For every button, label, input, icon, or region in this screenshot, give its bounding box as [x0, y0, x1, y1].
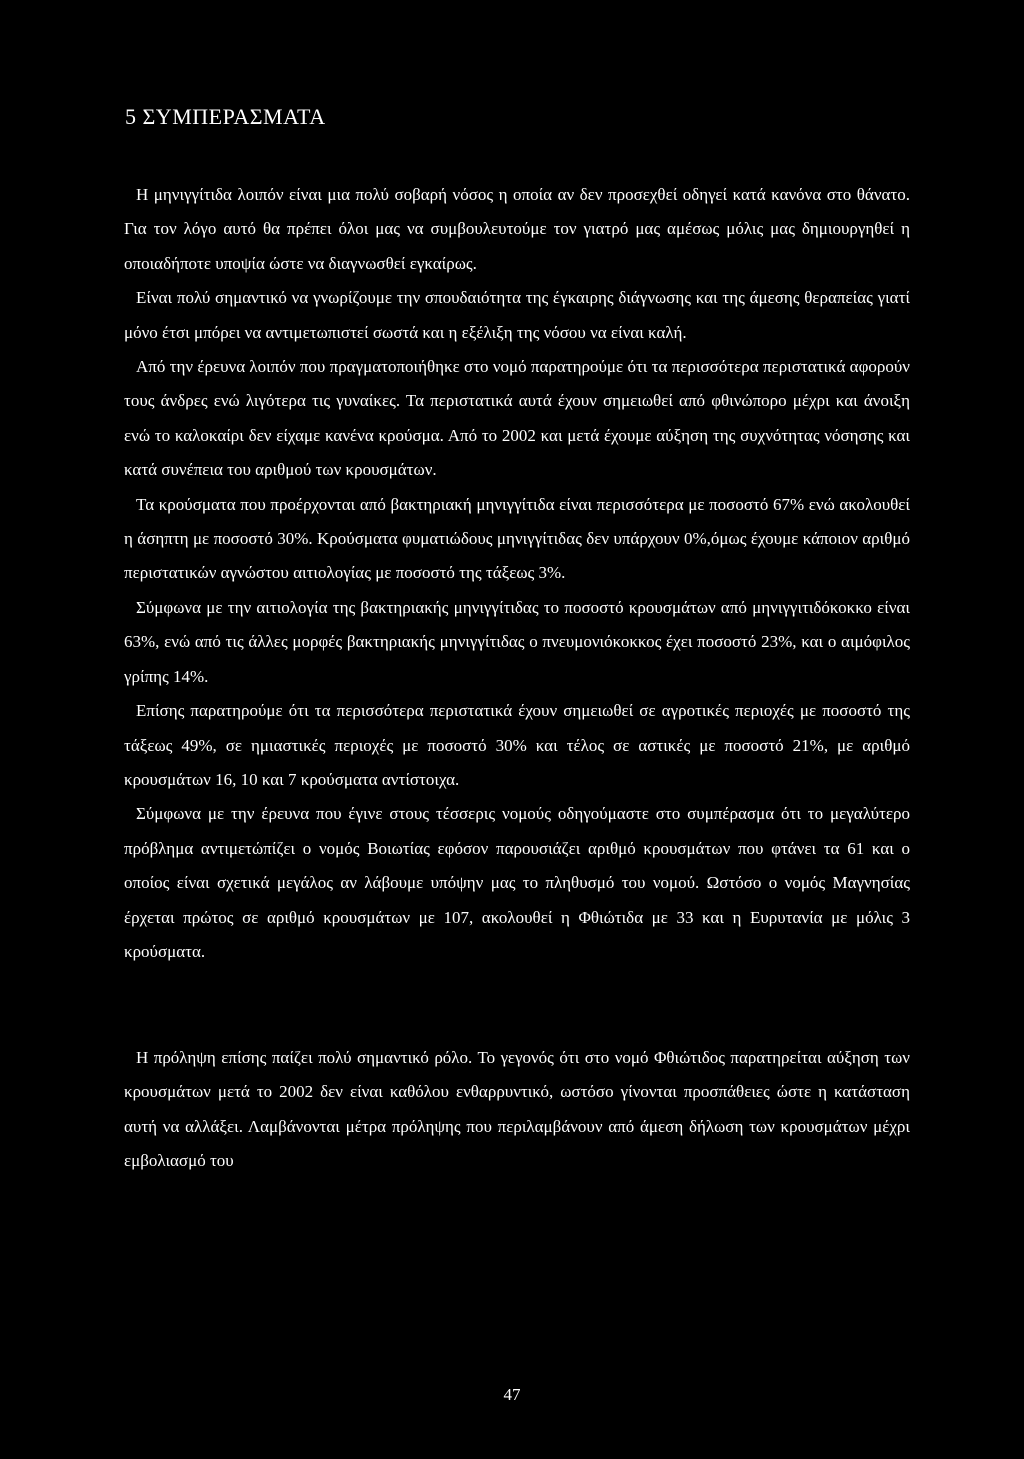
prevention-body: [124, 1041, 910, 1179]
paragraph-4: Τα κρούσματα που προέρχονται από βακτηριακή μηνιγγίτιδα είναι περισσότερα με ποσοστό 67% ενώ ακολουθεί η άσηπτη με ποσοστό 30%. Κρούσματα φυματιώδους μηνιγγίτιδας δεν υπάρχουν 0%,όμως έχουμε κάποιον αριθμό περιστατικών αγνώστου αιτιολογίας με ποσοστό της τάξεως 3%.: [124, 494, 910, 583]
page-number: 47: [503, 1385, 521, 1404]
conclusions-body: [124, 178, 910, 969]
paragraph-1: Η μηνιγγίτιδα λοιπόν είναι μια πολύ σοβαρή νόσος η οποία αν δεν προσεχθεί οδηγεί κατά κανόνα στο θάνατο. Για τον λόγο αυτό θα πρέπει όλοι μας να συμβουλευτούμε τον γιατρό μας αμέσως μόλις μας δημιουργηθεί η οποιαδήποτε υποψία ώστε να διαγνωσθεί εγκαίρως.: [124, 185, 910, 273]
paragraph-2: Είναι πολύ σημαντικό να γνωρίζουμε την σπουδαιότητα της έγκαιρης διάγνωσης και της άμεσης θεραπείας γιατί μόνο έτσι μπόρει να αντιμετωπιστεί σωστά και η εξέλιξη της νόσου να είναι καλή.: [124, 288, 910, 342]
paragraph-8: Η πρόληψη επίσης παίζει πολύ σημαντικό ρόλο. Το γεγονός ότι στο νομό Φθιώτιδος παρατηρείται αύξηση των κρουσμάτων μετά το 2002 δεν είναι καθόλου ενθαρρυντικό, ωστόσο γίνονται προσπάθειες ώστε η κατάσταση αυτή να αλλάξει. Λαμβάνονται μέτρα πρόληψης που περιλαμβάνουν από άμεση δήλωση των κρουσμάτων μέχρι εμβολιασμό του: [124, 1048, 910, 1171]
section-heading: 5 ΣΥΜΠΕΡΑΣΜΑΤΑ: [125, 104, 326, 129]
paragraph-5: Σύμφωνα με την αιτιολογία της βακτηριακής μηνιγγίτιδας το ποσοστό κρουσμάτων από μηνιγγιτιδόκοκκο είναι 63%, ενώ από τις άλλες μορφές βακτηριακής μηνιγγίτιδας ο πνευμονιόκοκκος έχει ποσοστό 23%, και ο αιμόφιλος γρίπης 14%.: [124, 597, 910, 686]
paragraph-3: Από την έρευνα λοιπόν που πραγματοποιήθηκε στο νομό παρατηρούμε ότι τα περισσότερα περιστατικά αφορούν τους άνδρες ενώ λιγότερα τις γυναίκες. Τα περιστατικά αυτά έχουν σημειωθεί από φθινώπορο μέχρι και άνοιξη ενώ το καλοκαίρι δεν είχαμε κανένα κρούσμα. Από το 2002 και μετά έχουμε αύξηση της συχνότητας νόσησης και κατά συνέπεια του αριθμού των κρουσμάτων.: [124, 357, 910, 480]
paragraph-6: Επίσης παρατηρούμε ότι τα περισσότερα περιστατικά έχουν σημειωθεί σε αγροτικές περιοχές με ποσοστό της τάξεως 49%, σε ημιαστικές περιοχές με ποσοστό 30% και τέλος σε αστικές με ποσοστό 21%, με αριθμό κρουσμάτων 16, 10 και 7 κρούσματα αντίστοιχα.: [124, 701, 910, 789]
paragraph-7: Σύμφωνα με την έρευνα που έγινε στους τέσσερις νομούς οδηγούμαστε στο συμπέρασμα ότι το μεγαλύτερο πρόβλημα αντιμετώπίζει ο νομός Βοιωτίας εφόσον παρουσιάζει αριθμό κρουσμάτων που φτάνει τα 61 και ο οποίος είναι σχετικά μεγάλος αν λάβουμε υπόψην μας το πληθυσμό του νομού. Ωστόσο ο νομός Μαγνησίας έρχεται πρώτος σε αριθμό κρουσμάτων με 107, ακολουθεί η Φθιώτιδα με 33 και η Ευρυτανία με μόλις 3 κρούσματα.: [124, 804, 910, 961]
